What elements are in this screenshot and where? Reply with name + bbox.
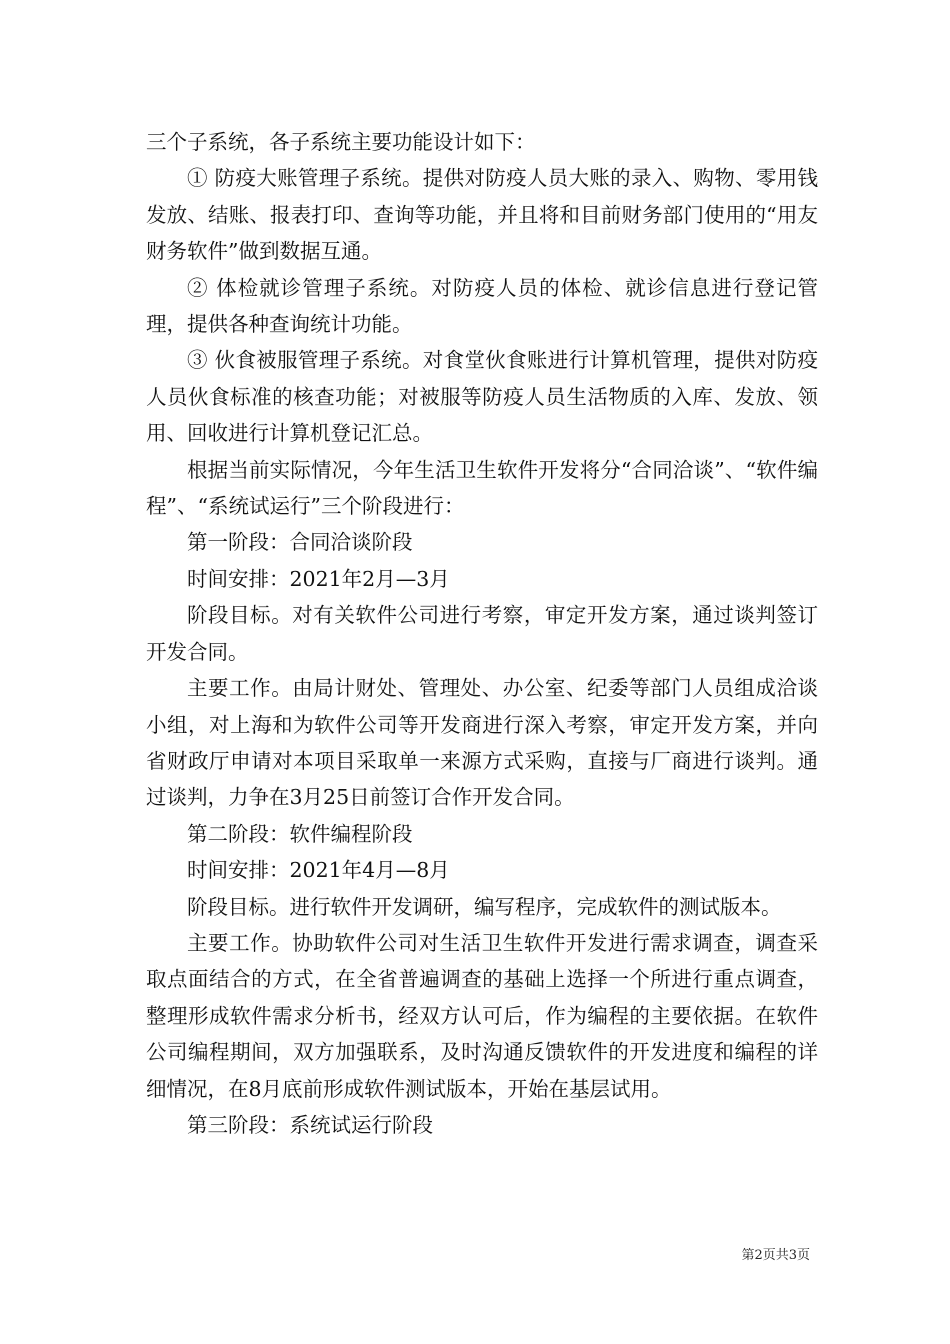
schedule-line: 时间安排：2021年4月—8月 <box>187 858 450 883</box>
paragraph: 主要工作。协助软件公司对生活卫生软件开发进行需求调查，调查采取点面结合的方式，在全省普遍调查的基础上选择一个所进行重点调查，整理形成软件需求分析书，经双方认可后，作为编程的主要依据。在软件公司编程期间，双方加强联系，及时沟通反馈软件的开发进度和编程的详细情况，在8月底前形成软件测试版本，开始在基层试用。 <box>146 930 818 1101</box>
paragraph: 阶段目标。进行软件开发调研，编写程序，完成软件的测试版本。 <box>187 894 782 919</box>
paragraph: 主要工作。由局计财处、管理处、办公室、纪委等部门人员组成洽谈小组，对上海和为软件公司等开发商进行深入考察，审定开发方案，并向省财政厅申请对本项目采取单一来源方式采购，直接与厂商进行谈判。通过谈判，力争在3月25日前签订合作开发合同。 <box>146 676 818 810</box>
paragraph: 三个子系统，各子系统主要功能设计如下： <box>146 130 536 154</box>
page-number: 第2页共3页 <box>741 1248 810 1263</box>
paragraph: ① 防疫大账管理子系统。提供对防疫人员大账的录入、购物、零用钱发放、结账、报表打印、查询等功能，并且将和目前财务部门使用的“用友财务软件”做到数据互通。 <box>146 166 818 264</box>
paragraph: 阶段目标。对有关软件公司进行考察，审定开发方案，通过谈判签订开发合同。 <box>146 603 818 664</box>
document-body <box>146 124 818 1143</box>
phase-heading: 第一阶段：合同洽谈阶段 <box>187 530 413 555</box>
phase-heading: 第二阶段：软件编程阶段 <box>187 821 413 846</box>
schedule-line: 时间安排：2021年2月—3月 <box>187 566 450 591</box>
paragraph: ② 体检就诊管理子系统。对防疫人员的体检、就诊信息进行登记管理，提供各种查询统计功能。 <box>146 275 818 337</box>
paragraph: 根据当前实际情况，今年生活卫生软件开发将分“合同洽谈”、“软件编程”、“系统试运行”三个阶段进行： <box>146 457 818 519</box>
paragraph: ③ 伙食被服管理子系统。对食堂伙食账进行计算机管理，提供对防疫人员伙食标准的核查功能；对被服等防疫人员生活物质的入库、发放、领用、回收进行计算机登记汇总。 <box>146 348 818 446</box>
phase-heading: 第三阶段：系统试运行阶段 <box>187 1112 433 1137</box>
